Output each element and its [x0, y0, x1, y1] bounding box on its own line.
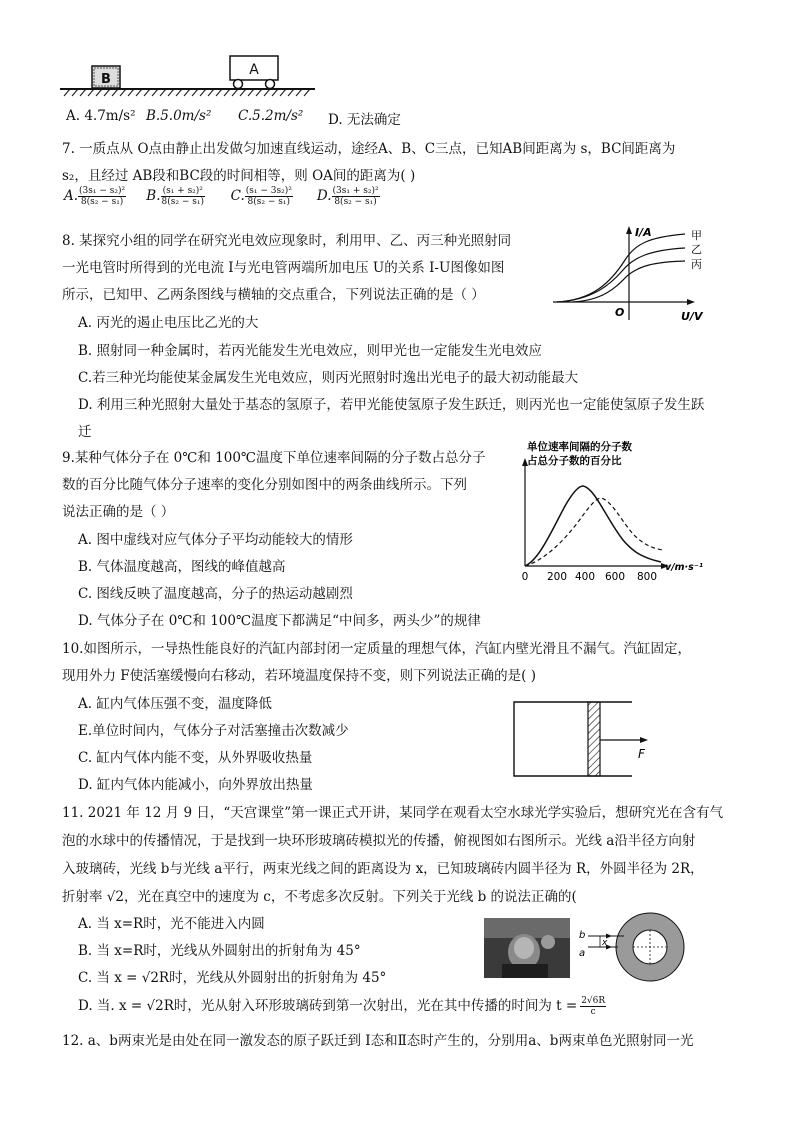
q9-stem-line1: 9.某种气体分子在 0℃和 100℃温度下单位速率间隔的分子数占总分子	[62, 450, 486, 466]
q9-stem-line2: 数的百分比随气体分子速率的变化分别如图中的两条曲线所示。下列	[62, 477, 467, 493]
q10-cylinder-figure	[510, 698, 670, 782]
q8-stem-line2: 一光电管时所得到的光电流 I与光电管两端所加电压 U的关系 I-U图像如图	[62, 260, 505, 276]
q8-stem-line1: 8. 某探究小组的同学在研究光电效应现象时，利用甲、乙、丙三种光照射同	[62, 233, 512, 249]
q9-option-a: A. 图中虚线对应气体分子平均动能较大的情形	[78, 532, 353, 548]
q6-option-b: B.5.0m/s²	[146, 108, 212, 124]
astronaut-photo	[484, 918, 570, 978]
q9-graph-title-line2: 占总分子数的百分比	[527, 455, 622, 467]
q10-option-a: A. 缸内气体压强不变，温度降低	[78, 696, 272, 712]
q11-stem-line2: 泡的水球中的传播情况，于是找到一块环形玻璃砖模拟光的传播，俯视图如右图所示。光线 a沿半径方向射	[62, 833, 696, 849]
q9-graph-title-line1: 单位速率间隔的分子数	[527, 441, 632, 453]
q12-stem-line1: 12. a、b两束光是由处在同一激发态的原子跃迁到 Ⅰ态和Ⅱ态时产生的，分别用a、b两束单色光照射同一光	[62, 1033, 694, 1049]
q9-option-c: C. 图线反映了温度越高，分子的热运动越剧烈	[78, 586, 353, 602]
q8-x-axis-label: U/V	[681, 310, 703, 323]
q8-option-c: C.若三种光均能使某金属发生光电效应，则丙光照射时逸出光电子的最大初动能最大	[78, 370, 579, 386]
q11-option-a: A. 当 x=R时，光不能进入内圆	[78, 916, 265, 932]
q8-label-yi: 乙	[691, 243, 702, 256]
curve-yi	[557, 248, 685, 302]
q7-option-a: A. $\frac{\text{(3s₁ − s₂)²}}{\text{8(s₂ − s₁)}}$	[64, 186, 126, 207]
q8-option-b: B. 照射同一种金属时，若丙光能发生光电效应，则甲光也一定能发生光电效应	[78, 343, 543, 359]
q8-label-jia: 甲	[691, 229, 702, 242]
q7-option-d: D. $\frac{\text{(3s₁ + s₂)²}}{\text{8(s₂ − s₁)}}$	[316, 186, 379, 207]
q11-stem-line1: 11. 2021 年 12 月 9 日，“天宫课堂”第一课正式开讲，某同学在观看太空水球光学实验后，想研究光在含有气	[62, 805, 724, 821]
q9-option-d: D. 气体分子在 0℃和 100℃温度下都满足“中间多，两头少”的规律	[78, 613, 481, 629]
q11-option-d: D. 当. x = √2R时，光从射入环形玻璃砖到第一次射出，光在其中传播的时间为 t = $\frac{2√6R}{c}$	[78, 996, 606, 1017]
q9-x-axis-label: v/m·s⁻¹	[665, 562, 703, 573]
q9-tick-600: 600	[604, 571, 626, 583]
distance-x-label: x	[602, 938, 608, 948]
q9-tick-0: 0	[521, 571, 529, 583]
q9-tick-200: 200	[546, 571, 568, 583]
q7-options	[64, 186, 399, 207]
curve-jia	[557, 234, 685, 302]
q8-origin-label: O	[615, 306, 625, 319]
q10-stem-line1: 10.如图所示，一导热性能良好的汽缸内部封闭一定质量的理想气体，汽缸内壁光滑且不漏气。汽缸固定，	[62, 641, 691, 657]
q6-option-c: C.5.2m/s²	[238, 108, 304, 124]
block-b-label: B	[101, 72, 111, 87]
q10-stem-line2: 现用外力 F使活塞缓慢向右移动，若环境温度保持不变，则下列说法正确的是( )	[62, 668, 536, 684]
q8-option-d-line2: 迁	[78, 424, 92, 440]
q8-option-a: A. 丙光的遏止电压比乙光的大	[78, 315, 259, 331]
q7-stem-line2: s₂，且经过 AB段和BC段的时间相等，则 OA间的距离为( )	[62, 168, 416, 184]
q11-option-c: C. 当 x = √2R时，光线从外圆射出的折射角为 45°	[78, 970, 387, 986]
q9-tick-400: 400	[574, 571, 596, 583]
q7-option-c: C. $\frac{\text{(s₁ − 3s₂)²}}{\text{8(s₂ − s₁)}}$	[230, 186, 292, 207]
q9-stem-line3: 说法正确的是（ ）	[62, 504, 175, 520]
cart-a-label: A	[249, 62, 259, 78]
piston	[588, 702, 600, 776]
q10-force-label: F	[638, 747, 645, 761]
curve-solid	[525, 486, 661, 566]
q11-stem-line3: 入玻璃砖，光线 b与光线 a平行，两束光线之间的距离设为 x，已知玻璃砖内圆半径为 R，外圆半径为 2R，	[62, 861, 704, 877]
q8-stem-line3: 所示，已知甲、乙两条图线与横轴的交点重合，下列说法正确的是（ ）	[62, 287, 485, 303]
ray-a-label: a	[579, 948, 586, 959]
q8-option-d-line1: D. 利用三种光照射大量处于基态的氢原子，若甲光能使氢原子发生跃迁，则丙光也一定能使氢原子发生跃	[78, 397, 705, 413]
q7-stem-line1: 7. 一质点从 O点由静止出发做匀加速直线运动，途经A、B、C三点，已知AB间距离为 s，BC间距离为	[62, 141, 676, 157]
q11-stem-line4: 折射率 √2，光在真空中的速度为 c，不考虑多次反射。下列关于光线 b 的说法正确的(	[62, 889, 577, 905]
q9-tick-800: 800	[636, 571, 658, 583]
q11-option-b: B. 当 x=R时，光线从外圆射出的折射角为 45°	[78, 943, 361, 959]
q6-option-a: A. 4.7m/s²	[66, 108, 136, 124]
q8-label-bing: 丙	[691, 258, 702, 271]
q6-option-d: D. 无法确定	[328, 112, 401, 128]
q10-option-c: C. 缸内气体内能不变，从外界吸收热量	[78, 750, 313, 766]
q10-option-b: E.单位时间内，气体分子对活塞撞击次数减少	[78, 723, 349, 739]
q10-option-d: D. 缸内气体内能减小，向外界放出热量	[78, 777, 313, 793]
q9-option-b: B. 气体温度越高，图线的峰值越高	[78, 559, 286, 575]
q8-y-axis-label: I/A	[635, 226, 652, 239]
q8-iu-graph	[553, 220, 713, 325]
q11-ring-figure	[576, 910, 686, 984]
q9-distribution-graph	[515, 436, 715, 586]
ray-b-label: b	[579, 930, 586, 941]
q7-option-b: B. $\frac{\text{(s₁ + s₂)²}}{\text{8(s₂ − s₁)}}$	[146, 186, 204, 207]
q6-figure	[60, 52, 320, 98]
